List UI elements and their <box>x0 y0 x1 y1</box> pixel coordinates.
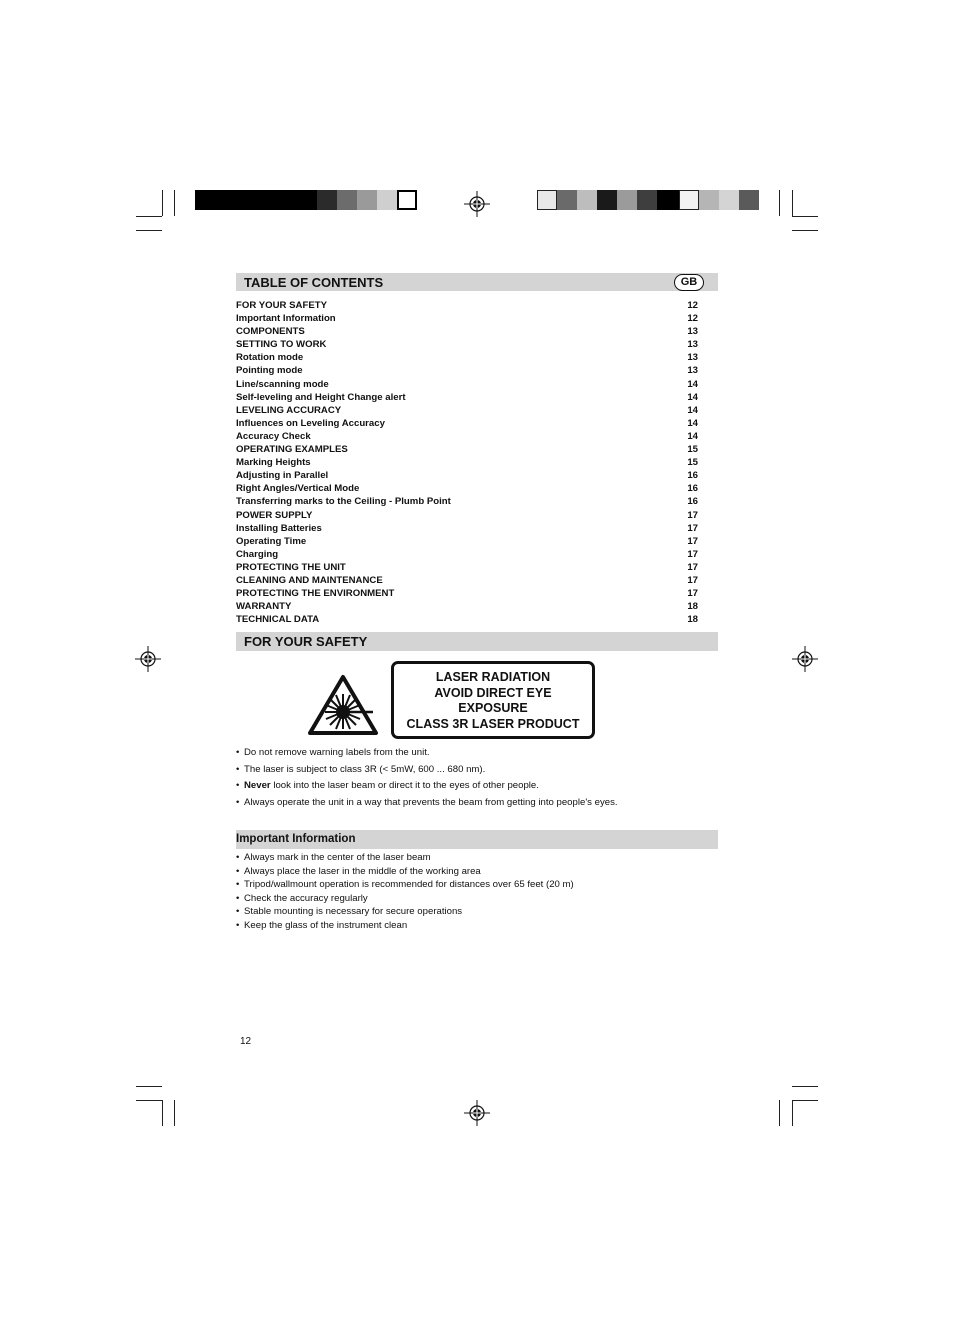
toc-entry-page: 17 <box>687 561 698 573</box>
crop-mark <box>136 230 162 231</box>
toc-entry-page: 15 <box>687 457 698 469</box>
warning-line: AVOID DIRECT EYE <box>434 685 552 700</box>
toc-entry <box>236 456 698 469</box>
list-item: • Always mark in the center of the laser beam <box>236 852 574 866</box>
list-item: • Check the accuracy regularly <box>236 893 574 907</box>
toc-entry <box>236 391 698 404</box>
toc-entry-label: TECHNICAL DATA <box>236 614 320 626</box>
crop-mark <box>162 190 163 216</box>
registration-mark-icon <box>792 646 818 672</box>
toc-entry-label: CLEANING AND MAINTENANCE <box>236 574 383 586</box>
toc-entry-label: PROTECTING THE UNIT <box>236 561 346 573</box>
toc-entry <box>236 561 698 574</box>
toc-entry <box>236 417 698 430</box>
toc-entry <box>236 574 698 587</box>
toc-entry <box>236 613 698 626</box>
toc-entry-page: 17 <box>687 522 698 534</box>
toc-entry <box>236 338 698 351</box>
toc-entry-page: 17 <box>687 574 698 586</box>
toc-entry-label: Influences on Leveling Accuracy <box>236 417 385 429</box>
important-title: Important Information <box>236 833 356 845</box>
warning-line: LASER RADIATION <box>435 670 551 684</box>
color-bar-right <box>537 190 759 210</box>
crop-mark <box>136 1086 162 1087</box>
list-item: • Always place the laser in the middle of the working area <box>236 866 574 880</box>
toc-entry <box>236 587 698 600</box>
registration-mark-icon <box>464 1100 490 1126</box>
toc-entry <box>236 378 698 391</box>
color-bar-left <box>195 190 417 210</box>
toc-entry-label: COMPONENTS <box>236 326 305 338</box>
list-item: • Always operate the unit in a way that prevents the beam from getting into people's eyes. <box>236 797 618 814</box>
crop-mark <box>792 190 793 216</box>
toc-entry <box>236 404 698 417</box>
crop-mark <box>162 1100 163 1126</box>
toc-entry <box>236 495 698 508</box>
toc-entry-page: 14 <box>687 430 698 442</box>
warning-line: CLASS 3R LASER PRODUCT <box>406 716 580 731</box>
toc-entry-page: 14 <box>687 378 698 390</box>
toc-entry-page: 14 <box>687 417 698 429</box>
toc-entry-label: FOR YOUR SAFETY <box>236 300 327 311</box>
toc-entry-label: Rotation mode <box>236 352 304 364</box>
toc-entry <box>236 312 698 325</box>
warning-line: EXPOSURE <box>458 701 528 715</box>
toc-title: TABLE OF CONTENTS <box>244 275 384 290</box>
list-item: • Keep the glass of the instrument clean <box>236 920 574 934</box>
safety-header <box>236 632 718 651</box>
registration-mark-icon <box>135 646 161 672</box>
toc-entry-label: Pointing mode <box>236 365 303 377</box>
toc-entry <box>236 351 698 364</box>
toc-entry-page: 16 <box>687 483 698 495</box>
toc-entry-label: Line/scanning mode <box>236 378 329 390</box>
toc-entry-label: SETTING TO WORK <box>236 339 327 351</box>
toc-entry <box>236 522 698 535</box>
toc-entry-label: Marking Heights <box>236 457 311 469</box>
toc-entry-page: 17 <box>687 509 698 521</box>
toc-entry-label: Adjusting in Parallel <box>236 470 329 482</box>
crop-mark <box>792 230 818 231</box>
list-item: • Stable mounting is necessary for secure operations <box>236 906 574 920</box>
toc-entry-label: OPERATING EXAMPLES <box>236 444 348 456</box>
toc-entry <box>236 430 698 443</box>
list-item: • Do not remove warning labels from the unit. <box>236 747 618 764</box>
list-item: • The laser is subject to class 3R (< 5mW, 600 ... 680 nm). <box>236 764 618 781</box>
safety-bullets <box>236 747 618 813</box>
registration-mark-icon <box>464 191 490 217</box>
toc-entry-label: POWER SUPPLY <box>236 509 313 521</box>
laser-warning-icon <box>307 674 379 736</box>
toc-entry-page: 16 <box>687 470 698 482</box>
toc-entry-label: Important Information <box>236 313 336 325</box>
crop-mark <box>136 1100 162 1101</box>
language-badge: GB <box>674 274 704 291</box>
toc-entry-page: 14 <box>687 404 698 416</box>
toc-entry <box>236 443 698 456</box>
crop-mark <box>779 190 780 216</box>
crop-mark <box>792 1086 818 1087</box>
safety-title: FOR YOUR SAFETY <box>244 634 368 649</box>
toc-entry-label: Installing Batteries <box>236 522 322 534</box>
crop-mark <box>792 1100 818 1101</box>
toc-entry <box>236 299 698 312</box>
toc-entry-page: 13 <box>687 352 698 364</box>
toc-entry-label: Operating Time <box>236 535 307 547</box>
toc-entry-page: 13 <box>687 365 698 377</box>
crop-mark <box>792 216 818 217</box>
list-item: • Never look into the laser beam or direct it to the eyes of other people. <box>236 780 618 797</box>
toc-entry-page: 14 <box>687 391 698 403</box>
list-item: • Tripod/wallmount operation is recommended for distances over 65 feet (20 m) <box>236 879 574 893</box>
toc-entry-label: Charging <box>236 548 279 560</box>
toc-entry <box>236 509 698 522</box>
crop-mark <box>174 1100 175 1126</box>
toc-entry-page: 18 <box>687 601 698 613</box>
toc-entry-page: 12 <box>687 313 698 325</box>
crop-mark <box>779 1100 780 1126</box>
toc-entry <box>236 600 698 613</box>
toc-entry-label: Transferring marks to the Ceiling - Plumb Point <box>236 496 451 508</box>
toc-entry <box>236 325 698 338</box>
toc-entry-page: 15 <box>687 444 698 456</box>
toc-entry-page: 18 <box>687 614 698 626</box>
toc-entry-label: WARRANTY <box>236 601 292 613</box>
toc-entry <box>236 548 698 561</box>
toc-entry-page: 13 <box>687 326 698 338</box>
important-bullets <box>236 852 574 934</box>
toc-entry-page: 13 <box>687 339 698 351</box>
toc-entry-page: 17 <box>687 588 698 600</box>
toc-entry-label: PROTECTING THE ENVIRONMENT <box>236 588 395 600</box>
toc-entry-label: LEVELING ACCURACY <box>236 404 342 416</box>
toc-entry-page: 17 <box>687 535 698 547</box>
important-header <box>236 830 718 849</box>
toc-entry-page: 12 <box>687 300 698 311</box>
toc-entry-label: Right Angles/Vertical Mode <box>236 483 360 495</box>
toc-list <box>236 299 698 626</box>
crop-mark <box>136 216 162 217</box>
page-number: 12 <box>240 1036 252 1047</box>
crop-mark <box>174 190 175 216</box>
toc-header <box>236 273 718 291</box>
toc-entry <box>236 482 698 495</box>
toc-entry-page: 17 <box>687 548 698 560</box>
laser-warning-label <box>391 661 595 739</box>
toc-entry-label: Accuracy Check <box>236 430 311 442</box>
toc-entry-label: Self-leveling and Height Change alert <box>236 391 406 403</box>
toc-entry <box>236 469 698 482</box>
toc-entry <box>236 535 698 548</box>
crop-mark <box>792 1100 793 1126</box>
toc-entry-page: 16 <box>687 496 698 508</box>
toc-entry <box>236 364 698 377</box>
